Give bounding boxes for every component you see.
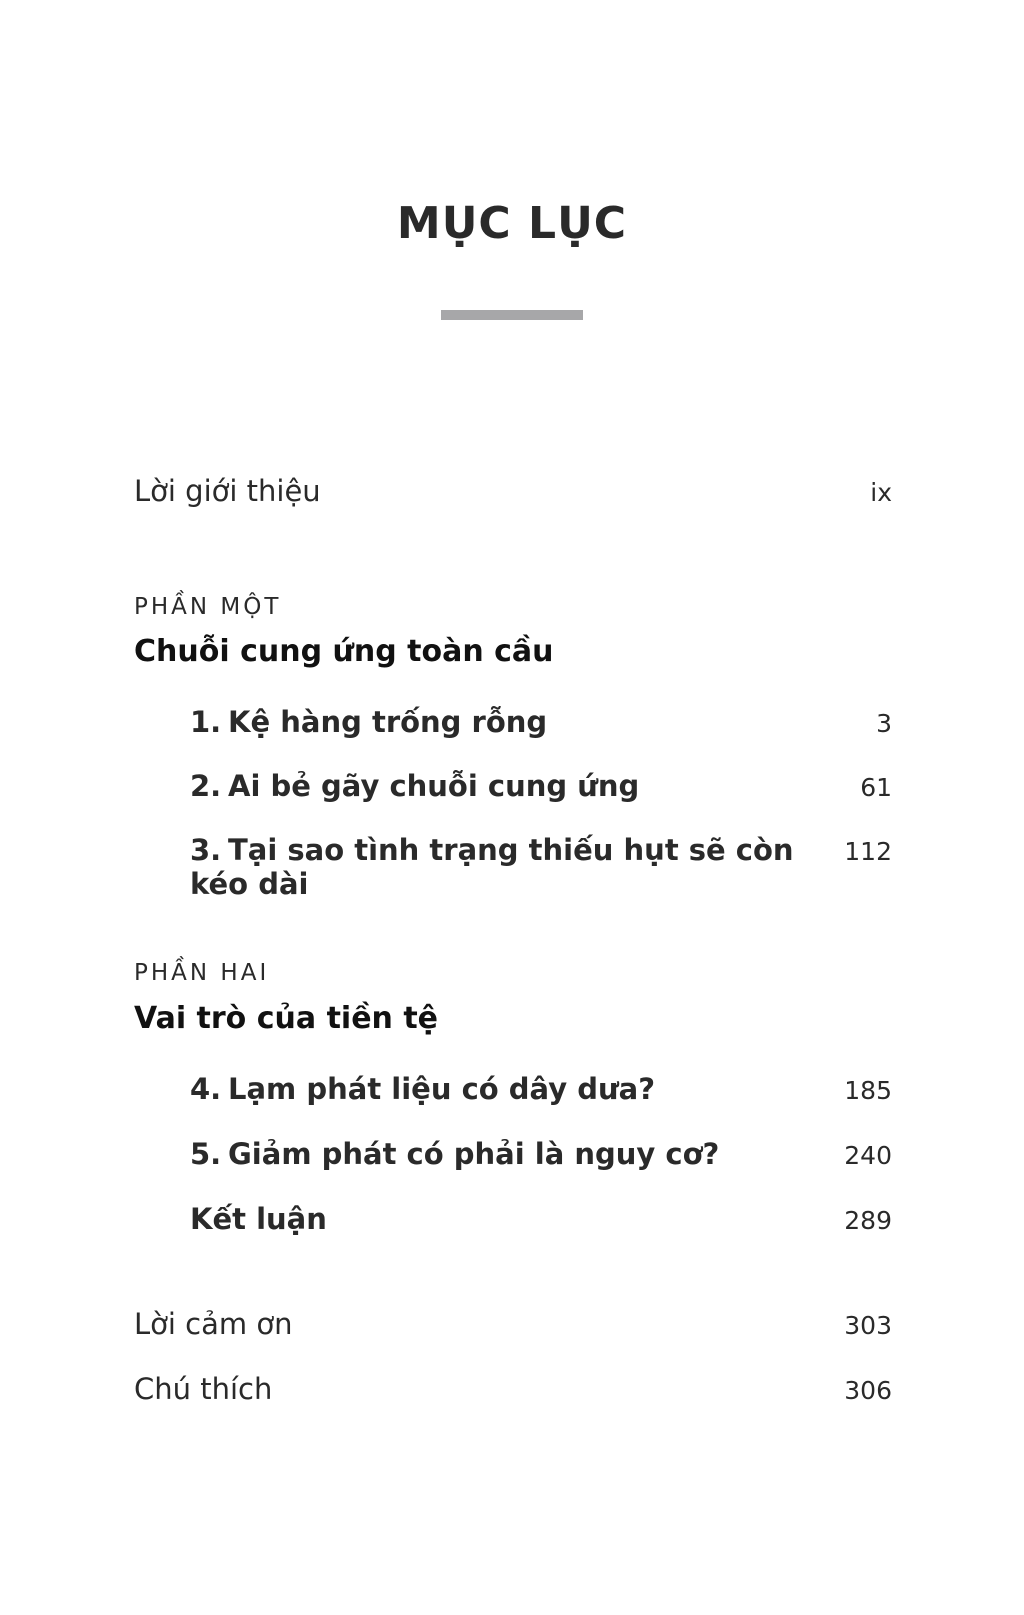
toc-entry-chapter-4[interactable]: [190, 1072, 892, 1106]
toc-entry-page: 289: [844, 1206, 892, 1235]
chapter-number: 1.: [190, 705, 222, 739]
chapter-title: Ai bẻ gãy chuỗi cung ứng: [228, 769, 640, 803]
toc-entry-chapter-2[interactable]: [190, 769, 892, 803]
part-two-label: PHẦN HAI: [134, 960, 270, 986]
chapter-number: 2.: [190, 769, 222, 803]
toc-entry-page: 3: [876, 709, 892, 738]
chapter-number: 5.: [190, 1137, 222, 1171]
part-one-title: Chuỗi cung ứng toàn cầu: [134, 634, 554, 669]
toc-entry-page: 112: [844, 837, 892, 866]
conclusion-title: Kết luận: [190, 1202, 327, 1236]
chapter-title: Tại sao tình trạng thiếu hụt sẽ còn kéo dài: [190, 833, 794, 901]
chapter-title: Giảm phát có phải là nguy cơ?: [228, 1137, 720, 1171]
toc-entry-notes[interactable]: [134, 1372, 892, 1406]
toc-entry-label: Lời giới thiệu: [134, 474, 321, 508]
chapter-title: Kệ hàng trống rỗng: [228, 705, 548, 739]
toc-entry-conclusion[interactable]: [190, 1202, 892, 1236]
toc-entry-label: Chú thích: [134, 1372, 273, 1406]
chapter-title: Lạm phát liệu có dây dưa?: [228, 1072, 656, 1106]
toc-entry-intro[interactable]: [134, 474, 892, 508]
chapter-number: 4.: [190, 1072, 222, 1106]
part-two-title: Vai trò của tiền tệ: [134, 1001, 439, 1036]
toc-entry-page: ix: [870, 478, 892, 507]
title-divider: [441, 310, 583, 320]
toc-entry-page: 306: [844, 1376, 892, 1405]
page-title: MỤC LỤC: [396, 198, 628, 249]
toc-entry-page: 185: [844, 1076, 892, 1105]
toc-entry-label: Lời cảm ơn: [134, 1307, 293, 1341]
toc-entry-page: 240: [844, 1141, 892, 1170]
toc-entry-page: 303: [844, 1311, 892, 1340]
chapter-number: 3.: [190, 833, 222, 867]
toc-entry-chapter-5[interactable]: [190, 1137, 892, 1171]
toc-entry-chapter-1[interactable]: [190, 705, 892, 739]
part-one-label: PHẦN MỘT: [134, 594, 282, 620]
toc-entry-chapter-3[interactable]: [190, 833, 892, 901]
toc-entry-acknowledgements[interactable]: [134, 1307, 892, 1341]
toc-entry-page: 61: [860, 773, 892, 802]
